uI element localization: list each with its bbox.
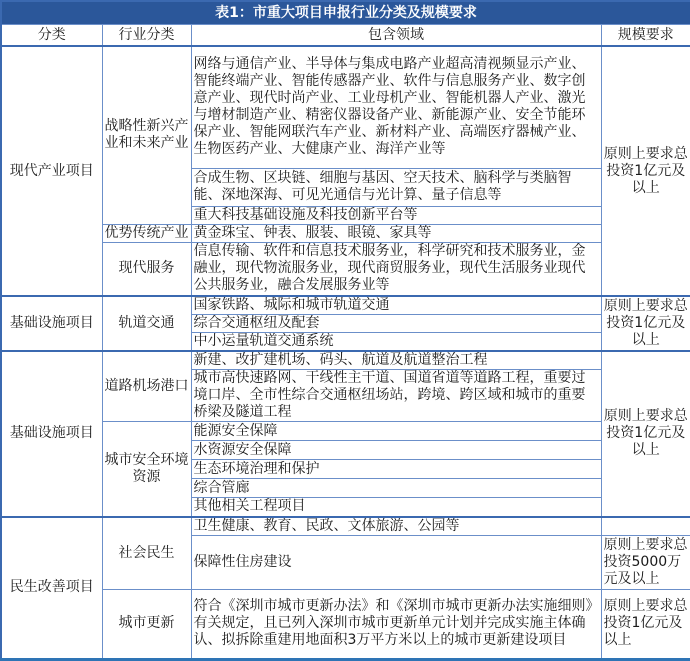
industry-cell-social-livelihood: 社会民生 bbox=[102, 517, 191, 590]
industry-cell-road-airport-port: 道路机场港口 bbox=[102, 351, 191, 422]
domain-cell: 中小运量轨道交通系统 bbox=[191, 333, 601, 352]
domain-cell: 卫生健康、教育、民政、文体旅游、公园等 bbox=[191, 517, 601, 536]
scale-cell-empty bbox=[601, 517, 690, 536]
scale-cell-affordable-housing: 原则上要求总投资5000万元及以上 bbox=[601, 535, 690, 589]
col-header-scale: 规模要求 bbox=[601, 25, 690, 47]
category-cell-livelihood: 民生改善项目 bbox=[1, 517, 102, 660]
domain-cell: 信息传输、软件和信息技术服务业，科学研究和技术服务业，金融业，现代物流服务业，现代商贸服务业，现代生活服务业现代公共服务业，融合发展服务业等 bbox=[191, 242, 601, 296]
table-title-row bbox=[1, 1, 690, 25]
table-row bbox=[1, 224, 690, 242]
industry-cell-urban-safety-env: 城市安全环境资源 bbox=[102, 422, 191, 517]
table-header-row bbox=[1, 25, 690, 47]
industry-cell-modern-service: 现代服务 bbox=[102, 242, 191, 296]
domain-cell: 水资源安全保障 bbox=[191, 441, 601, 460]
industry-cell-traditional: 优势传统产业 bbox=[102, 224, 191, 242]
col-header-category: 分类 bbox=[1, 25, 102, 47]
domain-cell: 保障性住房建设 bbox=[191, 535, 601, 589]
industry-cell-urban-renewal: 城市更新 bbox=[102, 589, 191, 659]
domain-cell: 黄金珠宝、钟表、服装、眼镜、家具等 bbox=[191, 224, 601, 242]
table-row bbox=[1, 351, 690, 370]
scale-cell-infrastructure: 原则上要求总投资1亿元及以上 bbox=[601, 351, 690, 517]
table-row bbox=[1, 517, 690, 536]
category-cell-infrastructure-rail: 基础设施项目 bbox=[1, 296, 102, 351]
domain-cell: 合成生物、区块链、细胞与基因、空天技术、脑科学与类脑智能、深地深海、可见光通信与光计算、量子信息等 bbox=[191, 168, 601, 206]
domain-cell: 综合管廊 bbox=[191, 479, 601, 498]
domain-cell: 新建、改扩建机场、码头、航道及航道整治工程 bbox=[191, 351, 601, 370]
scale-cell-modern-industry: 原则上要求总投资1亿元及以上 bbox=[601, 46, 690, 296]
domain-cell: 生态环境治理和保护 bbox=[191, 460, 601, 479]
table-row bbox=[1, 296, 690, 315]
table-row bbox=[1, 46, 690, 168]
domain-cell: 网络与通信产业、半导体与集成电路产业超高清视频显示产业、智能终端产业、智能传感器产业、软件与信息服务产业、数字创意产业、现代时尚产业、工业母机产业、智能机器人产业、激光与增材制造产业、精密仪器设备产业、新能源产业、安全节能环保产业、智能网联汽车产业、新材料产业、高端医疗器械产业、生物医药产业、大健康产业、海洋产业等 bbox=[191, 46, 601, 168]
category-cell-infrastructure: 基础设施项目 bbox=[1, 351, 102, 517]
domain-cell: 城市高快速路网、干线性主干道、国道省道等道路工程，重要过境口岸、全市性综合交通枢纽场站，跨境、跨区域和城市的重要桥梁及隧道工程 bbox=[191, 370, 601, 422]
industry-cell-strategic-emerging: 战略性新兴产业和未来产业 bbox=[102, 46, 191, 224]
domain-cell: 国家铁路、城际和城市轨道交通 bbox=[191, 296, 601, 315]
table-row bbox=[1, 422, 690, 441]
col-header-domains: 包含领域 bbox=[191, 25, 601, 47]
scale-cell-rail-transit: 原则上要求总投资1亿元及以上 bbox=[601, 296, 690, 351]
table-title: 表1：市重大项目申报行业分类及规模要求 bbox=[1, 1, 690, 25]
domain-cell: 其他相关工程项目 bbox=[191, 498, 601, 517]
domain-cell: 重大科技基础设施及科技创新平台等 bbox=[191, 206, 601, 224]
table-row bbox=[1, 242, 690, 296]
domain-cell: 符合《深圳市城市更新办法》和《深圳市城市更新办法实施细则》有关规定，且已列入深圳市城市更新单元计划并完成实施主体确认、拟拆除重建用地面积3万平方米以上的城市更新建设项目 bbox=[191, 589, 601, 659]
domain-cell: 能源安全保障 bbox=[191, 422, 601, 441]
col-header-industry: 行业分类 bbox=[102, 25, 191, 47]
scale-cell-urban-renewal: 原则上要求总投资1亿元及以上 bbox=[601, 589, 690, 659]
domain-cell: 综合交通枢纽及配套 bbox=[191, 315, 601, 333]
category-cell-modern-industry: 现代产业项目 bbox=[1, 46, 102, 296]
industry-cell-rail-transit: 轨道交通 bbox=[102, 296, 191, 351]
